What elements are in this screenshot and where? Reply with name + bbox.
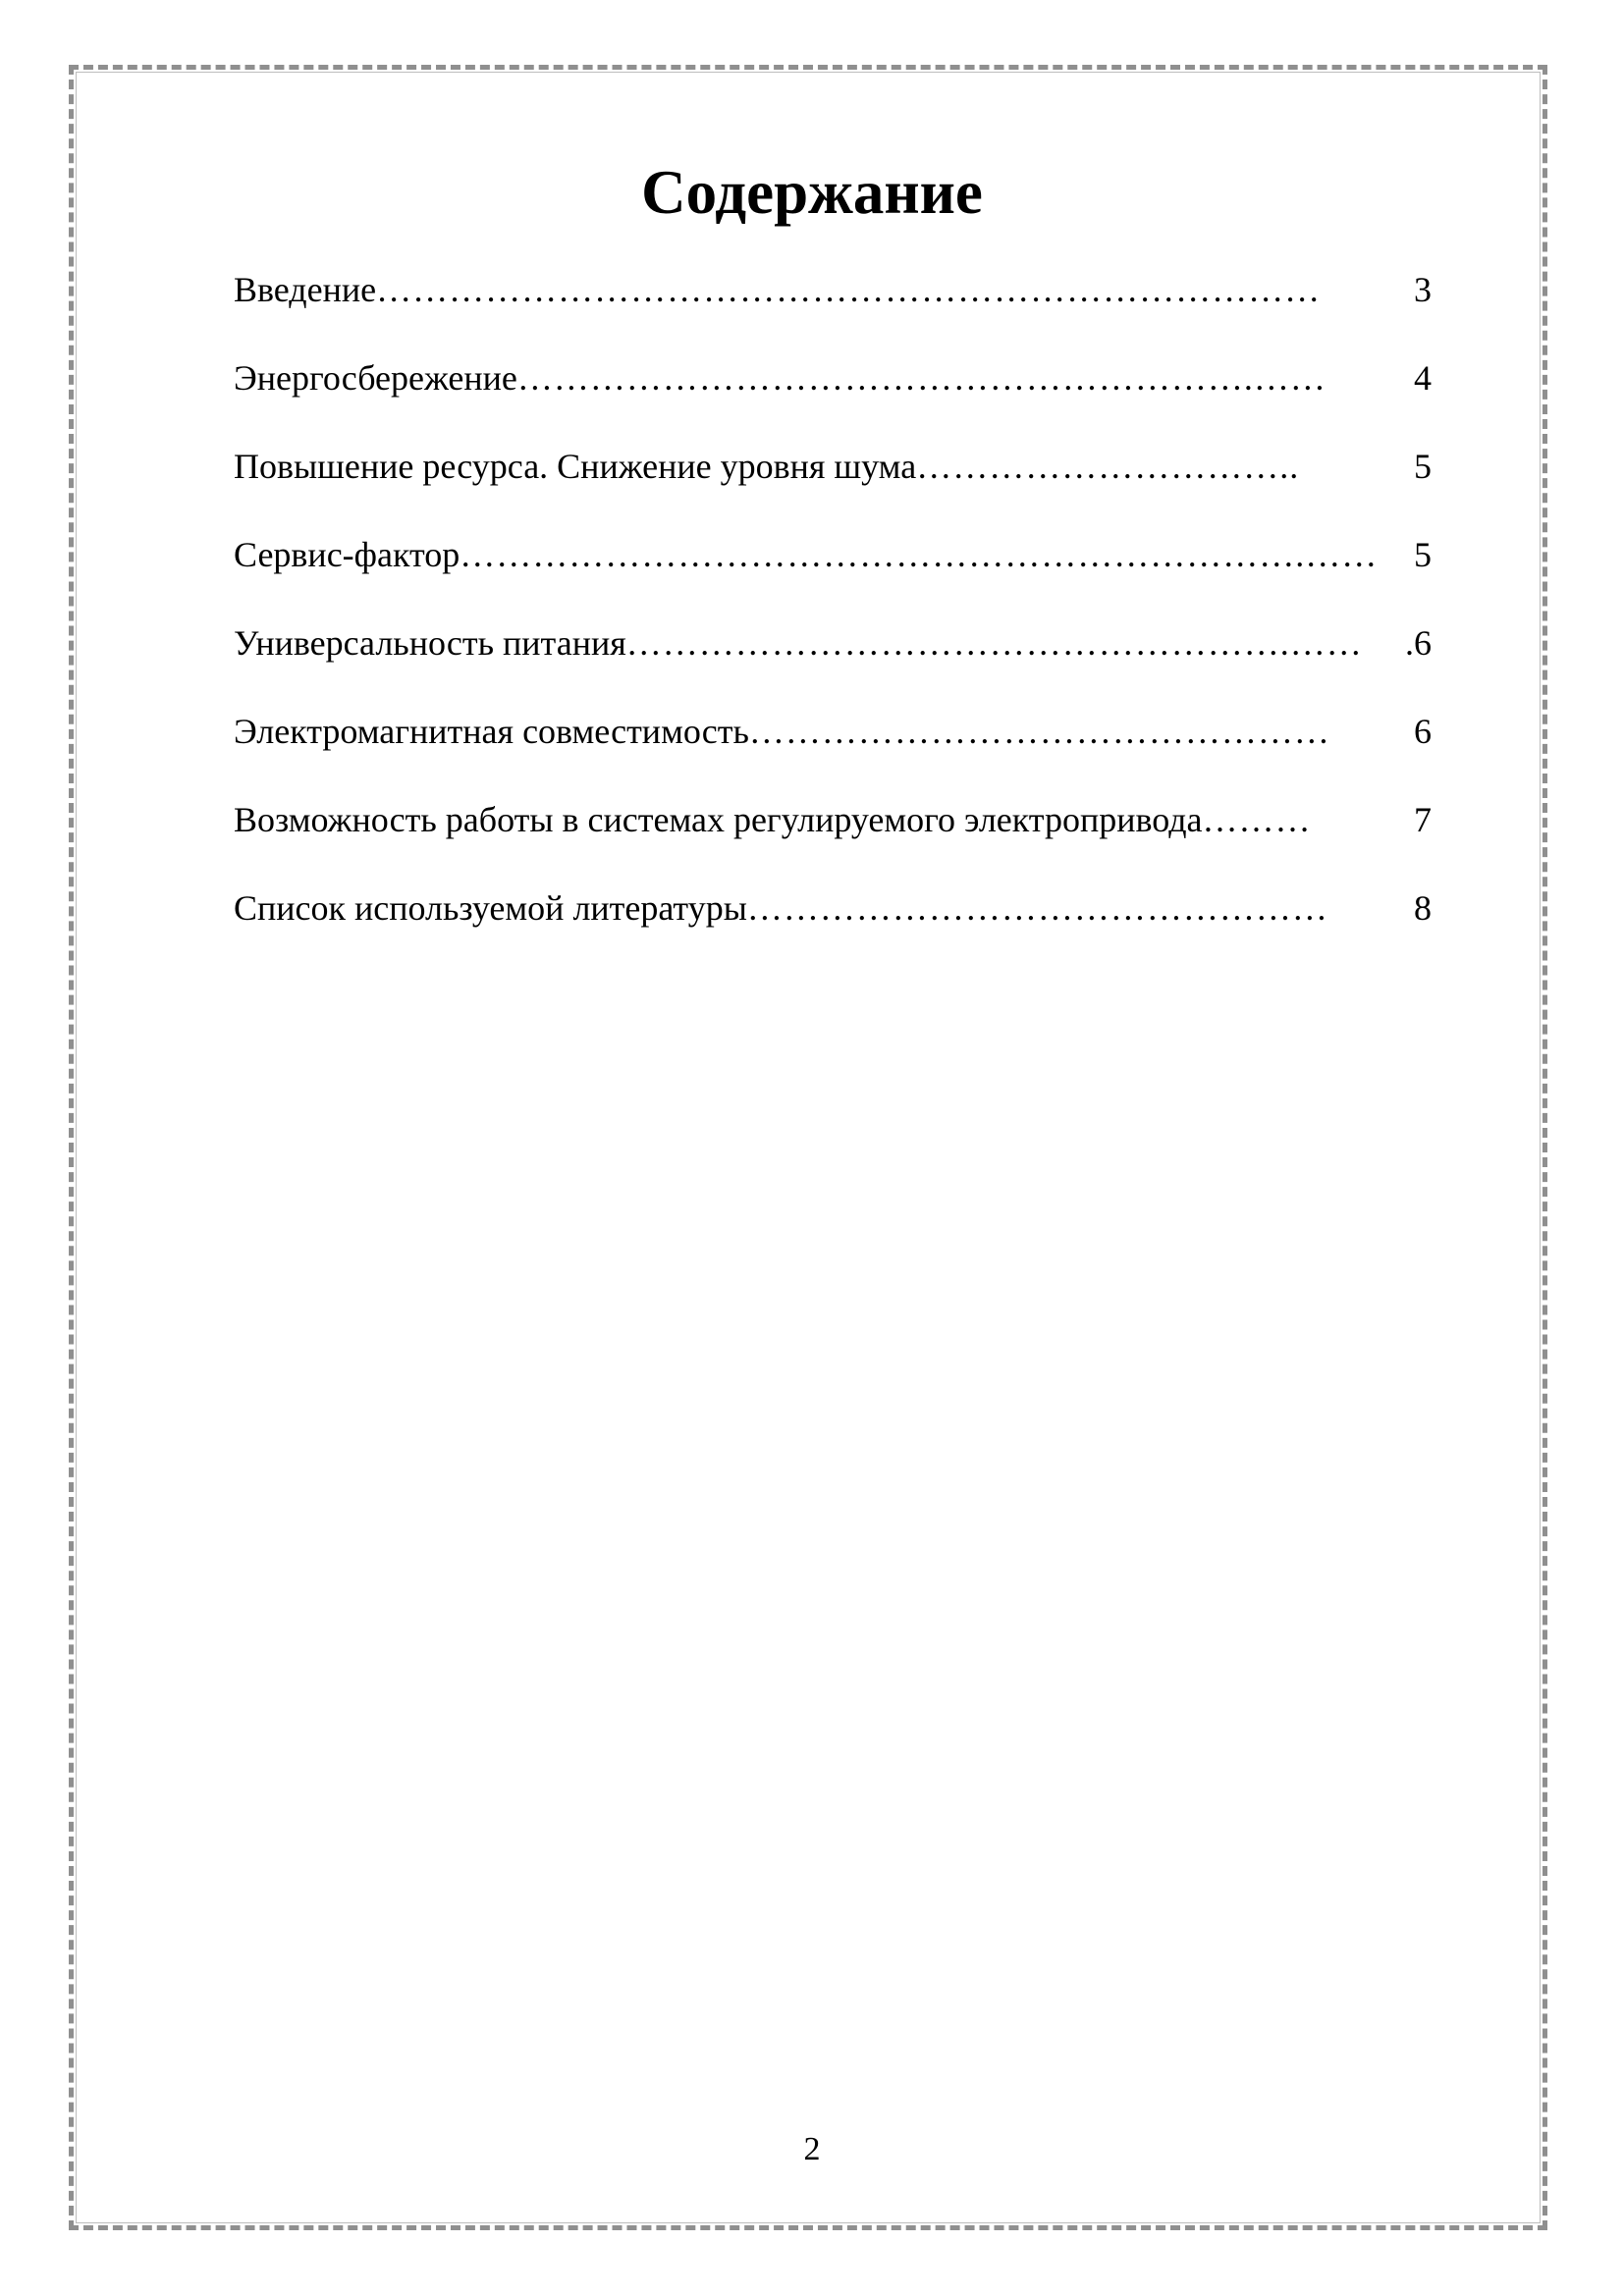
toc-entry <box>234 614 1432 702</box>
toc-entry-title: Введение <box>234 270 377 309</box>
toc-entry <box>234 879 1432 967</box>
toc-page-number: 5 <box>1414 535 1432 574</box>
toc-page-number: 3 <box>1414 270 1432 309</box>
toc-dot-leader: ………………………….. <box>916 447 1300 486</box>
toc-page-number: 6 <box>1414 712 1432 751</box>
toc-entry-title: Сервис-фактор <box>234 535 460 574</box>
toc-dot-leader: ………………………………………… <box>748 712 1330 751</box>
toc-entry <box>234 790 1432 879</box>
toc-dot-leader: …………………………………………………………….…… <box>460 535 1379 574</box>
toc-entry <box>234 348 1432 437</box>
table-of-contents <box>234 260 1432 967</box>
toc-page-number: 5 <box>1414 447 1432 486</box>
toc-entry <box>234 525 1432 614</box>
toc-dot-leader: ……………………………………………….…… <box>625 623 1363 663</box>
toc-entry <box>234 437 1432 525</box>
toc-dot-leader: …………………………………………………….…… <box>516 358 1326 398</box>
page-title: Содержание <box>641 158 983 227</box>
toc-entry <box>234 702 1432 790</box>
toc-dot-leader: ………………………………………… <box>746 888 1328 928</box>
toc-entry-title: Список используемой литературы <box>234 888 747 928</box>
toc-dot-leader: ……… <box>1202 800 1312 839</box>
toc-entry-title: Повышение ресурса. Снижение уровня шума <box>234 447 917 486</box>
toc-dot-leader: …………………………………………………………………… <box>376 270 1322 309</box>
toc-entry-title: Универсальность питания <box>234 623 626 663</box>
toc-page-number: .6 <box>1405 623 1432 663</box>
toc-page-number: 8 <box>1414 888 1432 928</box>
toc-page-number: 4 <box>1414 358 1432 398</box>
toc-entry <box>234 260 1432 348</box>
toc-entry-title: Электромагнитная совместимость <box>234 712 749 751</box>
page-number: 2 <box>803 2131 821 2167</box>
toc-page-number: 7 <box>1414 800 1432 839</box>
toc-entry-title: Энергосбережение <box>234 358 517 398</box>
toc-entry-title: Возможность работы в системах регулируемого электропривода <box>234 800 1203 839</box>
